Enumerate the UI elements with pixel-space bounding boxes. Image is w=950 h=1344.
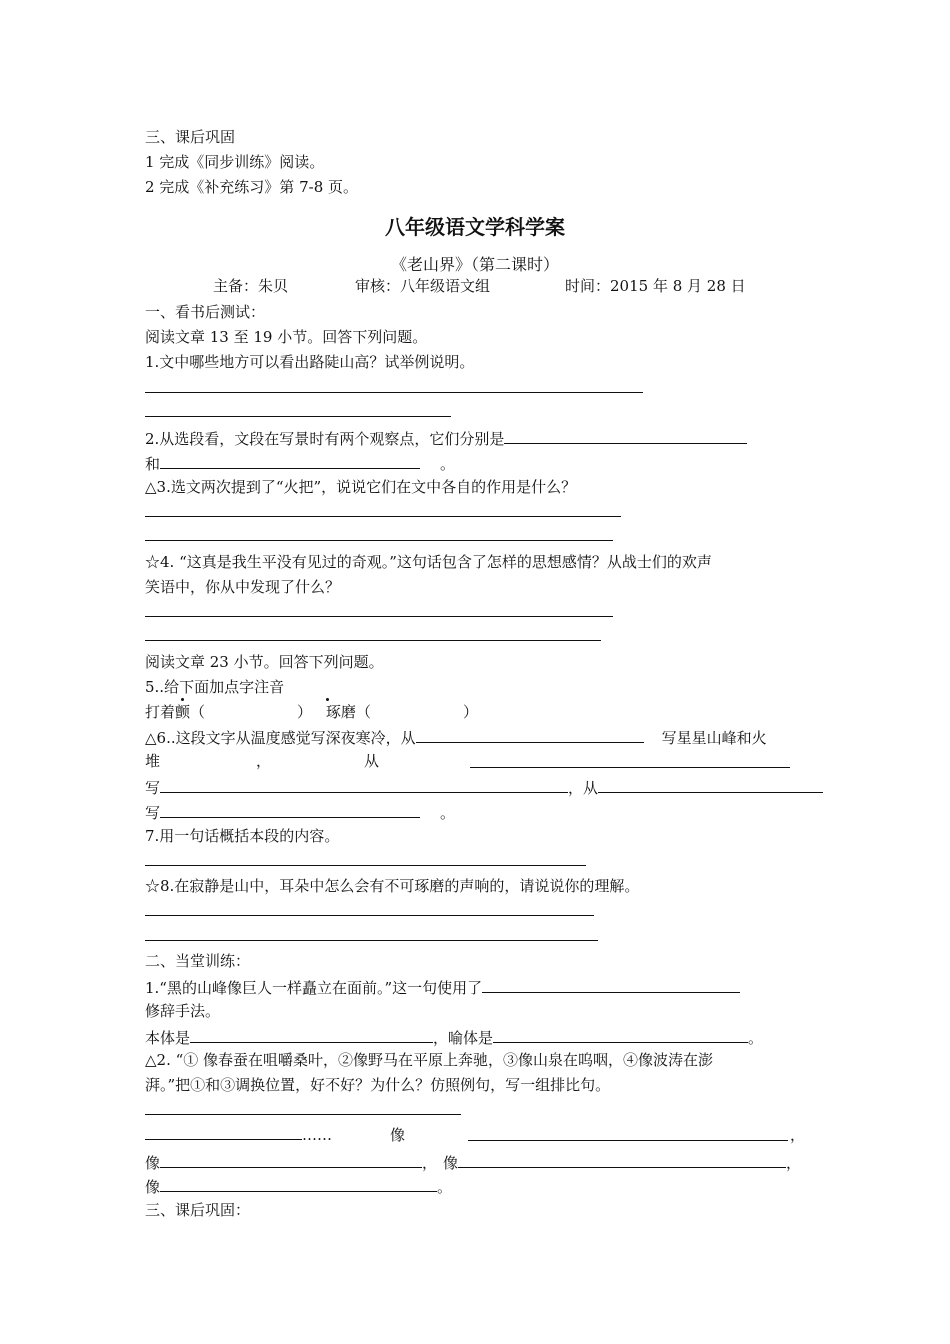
exercise-1-cont: [145, 1026, 763, 1048]
exercise-1-cont: 修辞手法。: [145, 1002, 221, 1020]
question-6-cont: 堆: [145, 752, 161, 770]
answer-blank: [190, 1026, 433, 1043]
prev-heading: 三、课后巩固: [145, 128, 236, 146]
example-ellipsis: ……: [302, 1126, 332, 1144]
answer-line: [145, 616, 613, 617]
answer-line: [145, 940, 598, 941]
exercise-1-text: 。: [748, 1029, 764, 1047]
question-6-cont: [145, 801, 455, 823]
example-text: 像: [390, 1126, 406, 1144]
answer-blank: [493, 1026, 748, 1043]
answer-blank: [160, 776, 568, 793]
exercise-1-text: ，喻体是: [433, 1029, 494, 1047]
emphasis-dot: [181, 698, 184, 701]
part2-heading: 二、当堂训练：: [145, 952, 251, 970]
pinyin-word-1: 打着颤（: [145, 703, 206, 721]
exercise-2-cont: 湃。”把①和③调换位置，好不好？为什么？仿照例句，写一组排比句。: [145, 1076, 611, 1094]
example-line: [145, 1175, 452, 1197]
question-6-cont: [145, 776, 823, 798]
question-6-text: 写星星山峰和火: [661, 729, 767, 747]
question-6: [145, 726, 767, 748]
example-text: 像: [443, 1154, 459, 1172]
question-5-items: [145, 702, 478, 722]
answer-blank: [504, 427, 747, 444]
question-6-cont: 从: [364, 752, 380, 770]
part1-intro: 阅读文章 13 至 19 小节。回答下列问题。: [145, 328, 428, 346]
emphasis-dot: [326, 698, 329, 701]
question-6-text: 写: [145, 804, 161, 822]
page-title: 八年级语文学科学案: [385, 215, 565, 239]
reviewer: 审核：八年级语文组: [355, 277, 491, 295]
example-text: ，: [786, 1154, 802, 1172]
example-text: 像: [145, 1178, 161, 1196]
answer-line: [145, 640, 601, 641]
answer-line: [145, 1139, 302, 1140]
answer-line: [145, 416, 451, 417]
part3-heading: 三、课后巩固：: [145, 1201, 251, 1219]
page-subtitle: 《老山界》（第二课时）: [390, 255, 559, 274]
question-6-text: △6..这段文字从温度感觉写深夜寒冷，从: [145, 729, 416, 747]
prev-item-2: 2 完成《补充练习》第 7-8 页。: [145, 178, 359, 196]
question-6-text: 写: [145, 779, 161, 797]
answer-blank: [470, 767, 790, 768]
question-4-cont: 笑语中，你从中发现了什么？: [145, 578, 341, 596]
answer-blank: [160, 452, 420, 469]
example-line: [145, 1151, 801, 1173]
example-text: ，: [422, 1154, 438, 1172]
question-6-text: ，从: [568, 779, 599, 797]
date: 时间：2015 年 8 月 28 日: [565, 277, 746, 295]
part1-intro-2: 阅读文章 23 小节。回答下列问题。: [145, 653, 384, 671]
exercise-1: [145, 976, 740, 998]
answer-line: [145, 915, 594, 916]
question-2-text: 2.从选段看，文段在写景时有两个观察点，它们分别是: [145, 430, 505, 448]
paren: ）: [297, 703, 313, 721]
exercise-1-text: 本体是: [145, 1029, 191, 1047]
answer-blank: [160, 1151, 422, 1168]
answer-blank: [160, 801, 420, 818]
question-2-text: 和: [145, 455, 161, 473]
part1-heading: 一、看书后测试：: [145, 303, 266, 321]
answer-blank: [482, 976, 740, 993]
question-5: 5..给下面加点字注音: [145, 678, 285, 696]
question-2: [145, 427, 747, 449]
paren: ）: [463, 703, 479, 721]
question-4: ☆4. “这真是我生平没有见过的奇观。”这句话包含了怎样的思想感情？从战士们的欢声: [145, 553, 712, 571]
question-2-cont: [145, 452, 455, 474]
author: 主备：朱贝: [213, 277, 289, 295]
answer-line: [145, 516, 621, 517]
question-8: ☆8.在寂静是山中，耳朵中怎么会有不可琢磨的声响的，请说说你的理解。: [145, 877, 640, 895]
answer-blank: [468, 1140, 788, 1141]
question-3: △3.选文两次提到了“火把”，说说它们在文中各自的作用是什么？: [145, 478, 577, 496]
question-7: 7.用一句话概括本段的内容。: [145, 827, 340, 845]
question-6-cont: ，: [256, 752, 272, 770]
answer-line: [145, 540, 613, 541]
example-text: ，: [790, 1126, 806, 1144]
answer-blank: [458, 1151, 786, 1168]
exercise-1-text: 1.“黑的山峰像巨人一样矗立在面前。”这一句使用了: [145, 979, 483, 997]
answer-line: [145, 1114, 461, 1115]
answer-blank: [598, 776, 823, 793]
pinyin-word-2: 琢磨（: [326, 703, 372, 721]
question-1: 1.文中哪些地方可以看出路陡山高？试举例说明。: [145, 353, 475, 371]
prev-item-1: 1 完成《同步训练》阅读。: [145, 153, 325, 171]
answer-blank: [416, 726, 644, 743]
answer-line: [145, 865, 586, 866]
example-text: 。: [437, 1178, 453, 1196]
example-text: 像: [145, 1154, 161, 1172]
question-6-text: 。: [440, 804, 456, 822]
answer-line: [145, 392, 643, 393]
answer-blank: [160, 1175, 437, 1192]
question-2-text: 。: [440, 455, 456, 473]
exercise-2: △2. “① 像春蚕在咀嚼桑叶，②像野马在平原上奔驰，③像山泉在呜咽，④像波涛在澎: [145, 1051, 714, 1069]
